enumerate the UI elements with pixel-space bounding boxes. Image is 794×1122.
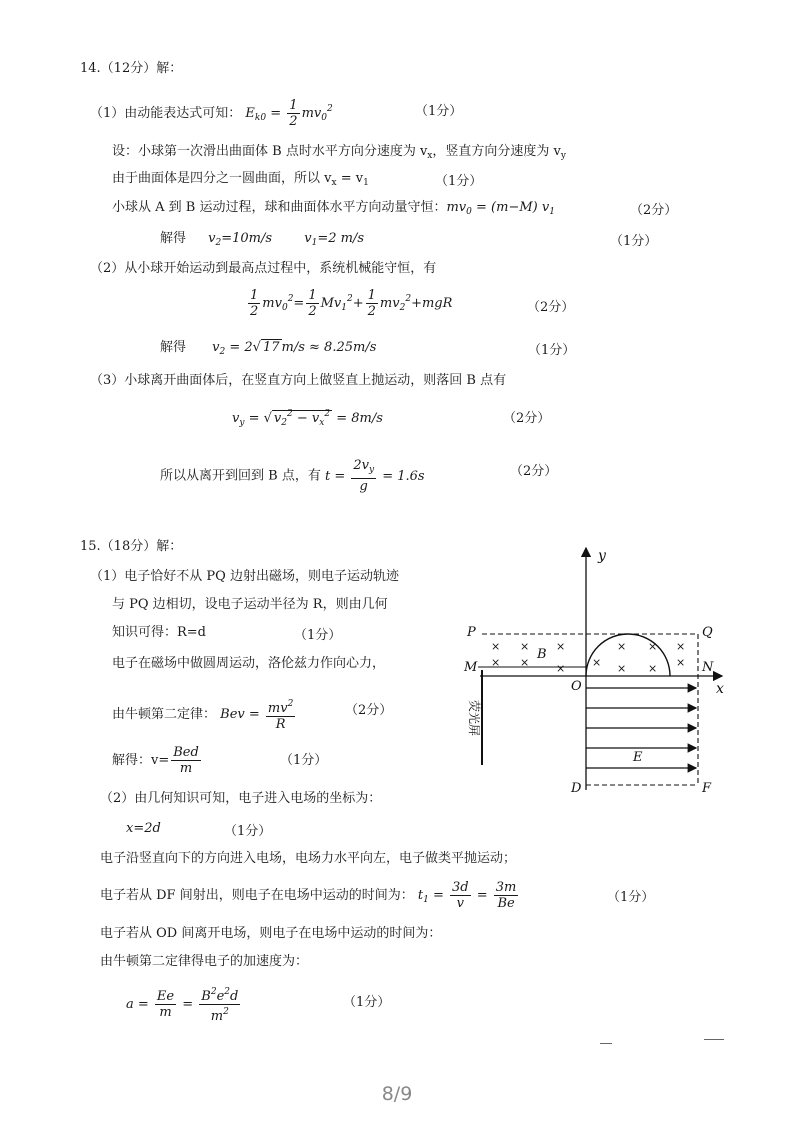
svg-text:×: × bbox=[617, 640, 627, 653]
q14-energy-eq: $\frac{1}{2}$ $mv_0^2=$ $\frac{1}{2}$ $Mv_1^2+$ $\frac{1}{2}$ $mv_2^2+mgR$ bbox=[250, 288, 453, 319]
q14-arc-points: （1分） bbox=[435, 174, 483, 189]
q14-momentum-line: 小球从 A 到 B 运动过程，球和曲面体水平方向动量守恒：$mv_0 = (m-M)$ $v_1$ bbox=[112, 200, 555, 217]
q15-line12: 由牛顿第二定律得电子的加速度为： bbox=[100, 954, 309, 969]
electron-trajectory bbox=[586, 634, 670, 676]
q14-momentum-eq: $mv_0 = (m-M)$ $v_1$ bbox=[446, 200, 555, 217]
label-d: D bbox=[571, 781, 582, 796]
label-q: Q bbox=[702, 625, 713, 640]
page-number: 8/9 bbox=[381, 1083, 413, 1105]
label-o: O bbox=[571, 679, 582, 694]
q15-line3: 知识可得：R=d bbox=[112, 625, 207, 640]
field-diagram bbox=[455, 540, 745, 800]
q15-line9: 电子沿竖直向下的方向进入电场，电场力水平向左，电子做类平抛运动； bbox=[100, 851, 517, 866]
label-f: F bbox=[702, 781, 712, 796]
svg-text:×: × bbox=[491, 656, 501, 669]
label-e: E bbox=[633, 750, 643, 765]
q14-header: 14.（12分）解： bbox=[80, 61, 183, 76]
q15-line1: （1）电子恰好不从 PQ 边射出磁场，则电子运动轨迹 bbox=[90, 569, 399, 584]
q15-line5-points: （2分） bbox=[345, 703, 393, 718]
q15-line3-points: （1分） bbox=[294, 628, 342, 643]
q14-solution-points: （1分） bbox=[610, 234, 658, 249]
q15-accel-points: （1分） bbox=[343, 995, 391, 1010]
label-b: B bbox=[537, 647, 547, 662]
svg-text:×: × bbox=[648, 662, 658, 675]
label-m: M bbox=[464, 660, 478, 675]
svg-text:×: × bbox=[520, 640, 530, 653]
q15-line5: 由牛顿第二定律： Bev = $\frac{mv^2}{R}$ bbox=[112, 699, 294, 732]
label-screen: 荧光屏 bbox=[467, 700, 481, 737]
q15-line8-points: （1分） bbox=[224, 824, 272, 839]
label-x: x bbox=[716, 681, 724, 697]
q14-setup-line: 设：小球第一次滑出曲面体 B 点时水平方向分速度为 $v_x$，竖直方向分速度为 $v_y$ bbox=[112, 144, 566, 161]
q15-line10: 电子若从 DF 间射出，则电子在电场中运动的时间为： $t_1$ = $\frac{3d}{v}$ = $\frac{3m}{Be}$ bbox=[100, 880, 517, 911]
svg-text:×: × bbox=[676, 640, 686, 653]
q14-part2-solution-points: （1分） bbox=[528, 343, 576, 358]
svg-text:×: × bbox=[676, 656, 686, 669]
q15-line10-points: （1分） bbox=[607, 890, 655, 905]
q14-arc-line: 由于曲面体是四分之一圆曲面，所以 $v_x = v_1$ bbox=[112, 171, 369, 188]
q14-part2-points: （2分） bbox=[527, 300, 575, 315]
q14-part3b-points: （2分） bbox=[510, 464, 558, 479]
q14-momentum-points: （2分） bbox=[630, 203, 678, 218]
svg-text:×: × bbox=[648, 640, 658, 653]
q14-ek-formula: $E_{k0}$ = $\frac{1}{2}$ $mv_0^2$ bbox=[245, 98, 333, 129]
q15-line7: （2）由几何知识可知，电子进入电场的坐标为： bbox=[100, 791, 382, 806]
q15-accel-eq: a = $\frac{Ee}{m}$ = $\frac{B^2e^2d}{m^2}$ bbox=[126, 987, 239, 1024]
q15-line11: 电子若从 OD 间离开电场，则电子在电场中运动的时间为： bbox=[100, 926, 442, 941]
svg-text:×: × bbox=[592, 656, 602, 669]
svg-text:×: × bbox=[491, 640, 501, 653]
q15-line6-points: （1分） bbox=[280, 753, 328, 768]
q15-line6: 解得：v= $\frac{\text{Bed}}{m}$ bbox=[112, 745, 199, 776]
q14-part3b-line: 所以从离开到回到 B 点，有 t = $\frac{2v_y}{g}$ = 1.6s bbox=[160, 458, 425, 494]
q14-part2-solution: 解得 $v_2 = 2√$ 17 m/s ≈ 8.25m/s bbox=[160, 340, 377, 357]
label-y: y bbox=[598, 548, 606, 564]
q14-part2-text: （2）从小球开始运动到最高点过程中，系统机械能守恒，有 bbox=[90, 261, 437, 276]
q15-line4: 电子在磁场中做圆周运动，洛伦兹力作向心力， bbox=[112, 656, 386, 671]
q14-part1-text: （1）由动能表达式可知： bbox=[90, 106, 242, 121]
svg-text:×: × bbox=[617, 662, 627, 675]
q14-vy-eq: $v_y$ = √ $v_2^2 - v_x^2 = 8m/s$ bbox=[232, 409, 383, 428]
q14-solution-line: 解得 $v_2=10m/s$ $v_1=2$ m/s bbox=[160, 231, 364, 248]
label-p: P bbox=[467, 625, 476, 640]
q15-line2: 与 PQ 边相切，设电子运动半径为 R，则由几何 bbox=[112, 597, 388, 612]
q14-part3-text: （3）小球离开曲面体后，在竖直方向上做竖直上抛运动，则落回 B 点有 bbox=[90, 373, 507, 388]
q14-part1 bbox=[90, 98, 333, 129]
scan-mark-1 bbox=[600, 1043, 612, 1044]
q14-part3-points: （2分） bbox=[503, 411, 551, 426]
svg-text:×: × bbox=[556, 640, 566, 653]
svg-text:×: × bbox=[520, 656, 530, 669]
q15-line8: x=2d bbox=[126, 821, 161, 836]
scan-mark-2 bbox=[704, 1039, 724, 1040]
label-n: N bbox=[702, 660, 714, 675]
q14-part1-points: （1分） bbox=[415, 104, 463, 119]
svg-text:×: × bbox=[556, 662, 566, 675]
q15-header: 15.（18分）解： bbox=[80, 539, 183, 554]
magnetic-field-crosses bbox=[491, 640, 685, 675]
